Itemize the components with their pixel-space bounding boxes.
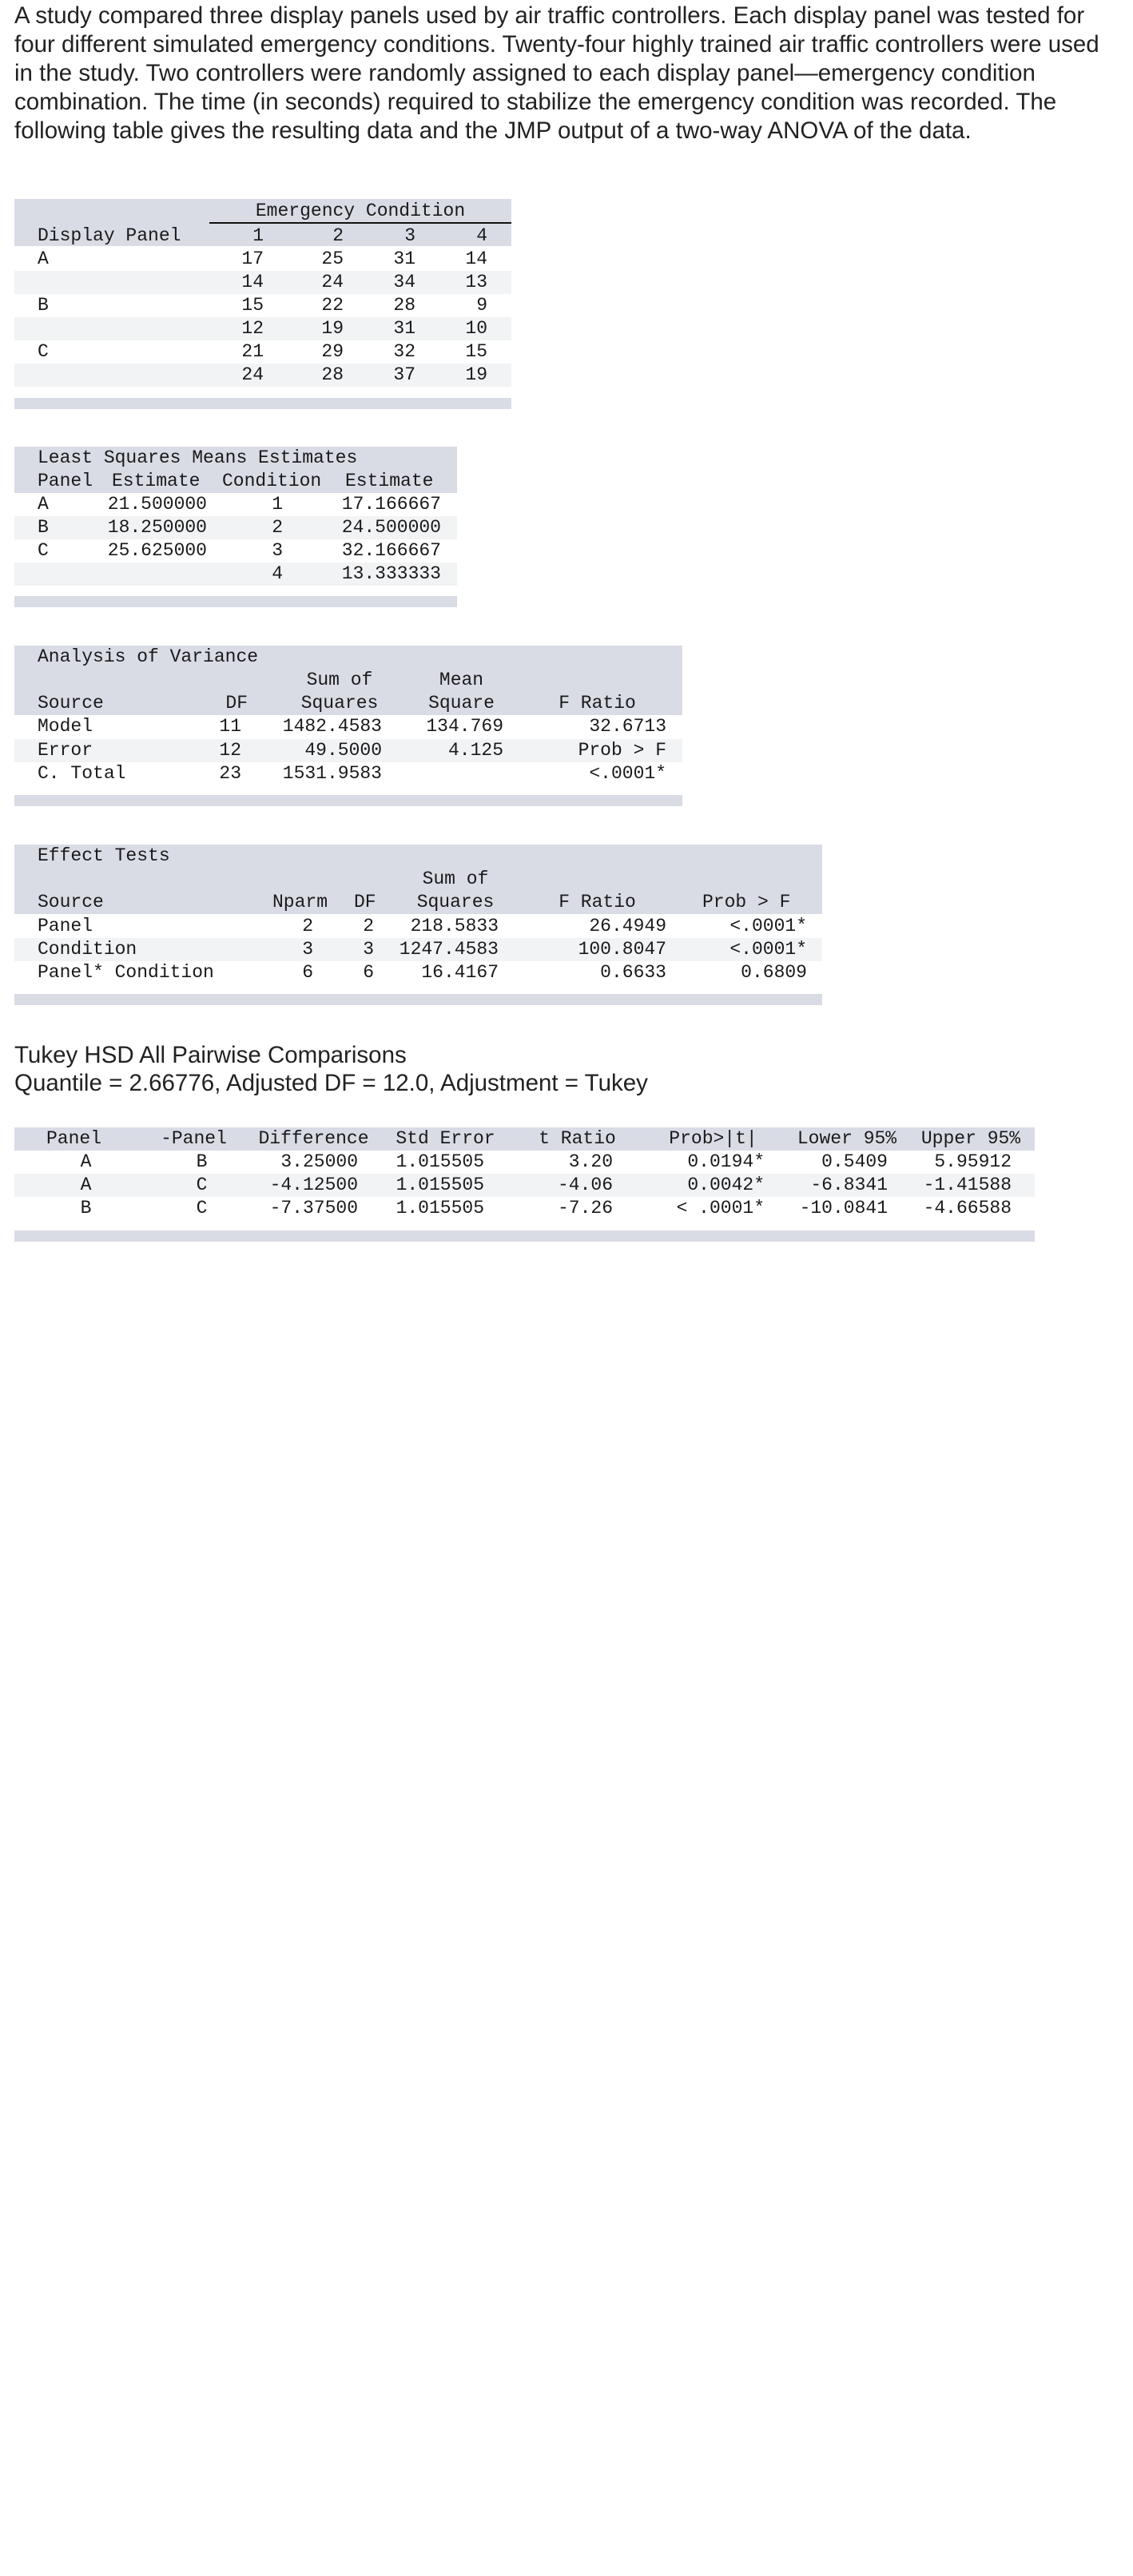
ss-cell: 218.5833 [410, 916, 499, 936]
table-cell: 13 [465, 272, 487, 292]
table-cell: 15 [465, 341, 487, 362]
table-cell: 22 [321, 295, 344, 316]
table-cell: 34 [393, 272, 415, 292]
table-cell: 31 [393, 318, 415, 339]
panel-label: C [38, 540, 49, 561]
panel-label: A [38, 248, 49, 269]
p-cell: <.0001* [729, 939, 807, 960]
ms-cell: 4.125 [447, 740, 503, 761]
p-cell: <.0001* [729, 916, 807, 936]
panel-estimate [80, 563, 207, 586]
table-cell: 10 [465, 318, 487, 339]
ss-cell: 49.5000 [304, 740, 382, 761]
table-cell: 24 [241, 364, 264, 385]
minus-panel-cell: B [196, 1151, 208, 1172]
t-ratio-cell: -7.26 [557, 1198, 613, 1218]
p-value-cell: 0.0194* [687, 1151, 765, 1172]
table-cell: 25 [321, 248, 344, 269]
lower-95-cell: 0.5409 [821, 1151, 888, 1172]
nparm-cell: 3 [302, 939, 313, 960]
table-cell: 37 [393, 364, 415, 385]
condition-estimate: 17.166667 [341, 494, 441, 515]
column-header: Std Error [396, 1128, 495, 1149]
row-header: Display Panel [38, 225, 181, 246]
ss-cell: 1247.4583 [399, 939, 499, 960]
ss-cell: 1531.9583 [282, 763, 382, 784]
group-header: Emergency Condition [255, 201, 466, 221]
column-header: Sum of [422, 869, 489, 889]
f-cell: 100.8047 [578, 939, 666, 960]
column-header: Estimate [345, 471, 434, 491]
source-label: Model [38, 716, 93, 737]
section-title: Effect Tests [38, 845, 170, 866]
table-cell: 19 [465, 364, 487, 385]
minus-panel-cell: C [196, 1175, 208, 1195]
column-header: Mean [439, 670, 484, 690]
table-cell: 32 [393, 341, 415, 362]
std-error-cell: 1.015505 [396, 1198, 484, 1218]
problem-statement: A study compared three display panels used by air traffic controllers. Each display panel was tested for four different simulated emergency conditions. Twenty-four highly trained air traffic controllers were used in the study. Two controllers were randomly assigned to each display panel—emergency condition combination. The time (in seconds) required to stabilize the emergency condition was recorded. The following table gives the resulting data and the JMP output of a two-way ANOVA of the data. [14, 2, 1099, 144]
table-cell: 12 [241, 318, 264, 339]
column-header: Estimate [112, 471, 201, 491]
table-cell: 15 [241, 295, 264, 316]
column-header: Panel [46, 1128, 101, 1149]
difference-cell: -4.12500 [269, 1175, 358, 1195]
section-title: Analysis of Variance [38, 646, 259, 667]
column-header: t Ratio [539, 1128, 616, 1149]
lower-95-cell: -10.0841 [799, 1198, 888, 1218]
column-header: Upper 95% [920, 1128, 1021, 1149]
condition-estimate: 32.166667 [341, 540, 441, 561]
source-label: Panel* Condition [38, 962, 214, 983]
panel-label: B [38, 517, 49, 538]
table-cell: 28 [393, 295, 415, 316]
column-header: -Panel [161, 1128, 227, 1149]
upper-95-cell: 5.95912 [934, 1151, 1012, 1172]
panel-label: C [38, 341, 49, 362]
column-header: Panel [38, 471, 93, 491]
column-header: Nparm [272, 892, 328, 912]
tukey-subtitle: Quantile = 2.66776, Adjusted DF = 12.0, Adjustment = Tukey [14, 1070, 648, 1096]
std-error-cell: 1.015505 [396, 1151, 484, 1172]
p-cell: 0.6809 [741, 962, 807, 983]
panel-estimate: 21.500000 [107, 494, 207, 515]
upper-95-cell: -4.66588 [923, 1198, 1012, 1218]
condition-header: 2 [332, 225, 344, 246]
panel-cell: B [80, 1198, 92, 1218]
f-cell: 32.6713 [589, 716, 666, 737]
panel-label: A [38, 494, 49, 515]
f-cell: 26.4949 [589, 916, 666, 936]
column-header: F Ratio [559, 892, 636, 912]
ms-cell: 134.769 [426, 716, 503, 737]
condition-header: 4 [476, 225, 487, 246]
df-cell: 23 [219, 763, 241, 784]
column-header: Square [428, 693, 495, 714]
table-cell: 19 [321, 318, 344, 339]
table-footer-bar [14, 994, 822, 1005]
upper-95-cell: -1.41588 [923, 1175, 1012, 1195]
f-cell: <.0001* [589, 763, 666, 784]
ss-cell: 1482.4583 [282, 716, 382, 737]
condition-estimate: 24.500000 [341, 517, 441, 538]
df-cell: 12 [219, 740, 241, 761]
difference-cell: 3.25000 [280, 1151, 358, 1172]
lower-95-cell: -6.8341 [810, 1175, 888, 1195]
condition-label: 3 [272, 540, 283, 561]
tukey-title: Tukey HSD All Pairwise Comparisons [14, 1042, 407, 1068]
column-header: DF [225, 693, 248, 714]
column-header: Prob > F [702, 892, 791, 912]
ss-cell: 16.4167 [421, 962, 499, 983]
table-cell: 28 [321, 364, 344, 385]
table-cell: 9 [476, 295, 487, 316]
section-title: Least Squares Means Estimates [38, 447, 358, 468]
condition-label: 4 [272, 563, 283, 584]
column-header: Sum of [306, 670, 373, 690]
header-rule [209, 222, 511, 224]
source-label: Panel [38, 916, 93, 936]
table-footer-bar [14, 398, 511, 409]
column-header: Prob>|t| [669, 1128, 757, 1149]
condition-header: 3 [404, 225, 415, 246]
df-cell: 6 [363, 962, 374, 983]
p-value-cell: < .0001* [676, 1198, 765, 1218]
panel-cell: A [80, 1151, 92, 1172]
condition-header: 1 [252, 225, 264, 246]
table-footer-bar [14, 795, 682, 806]
column-header: DF [354, 892, 376, 912]
f-cell: Prob > F [578, 740, 666, 761]
table-cell: 31 [393, 248, 415, 269]
table-cell: 21 [241, 341, 264, 362]
f-cell: 0.6633 [600, 962, 666, 983]
table-cell: 17 [241, 248, 264, 269]
df-cell: 11 [219, 716, 241, 737]
source-label: Error [38, 740, 93, 761]
column-header: F Ratio [559, 693, 636, 714]
column-header: Lower 95% [797, 1128, 897, 1149]
condition-estimate: 13.333333 [341, 563, 441, 584]
difference-cell: -7.37500 [269, 1198, 358, 1218]
condition-label: 1 [272, 494, 283, 515]
table-cell: 29 [321, 341, 344, 362]
column-header: Source [38, 693, 104, 714]
minus-panel-cell: C [196, 1198, 208, 1218]
condition-label: 2 [272, 517, 283, 538]
nparm-cell: 2 [302, 916, 313, 936]
source-label: C. Total [38, 763, 126, 784]
source-label: Condition [38, 939, 137, 960]
df-cell: 3 [363, 939, 374, 960]
std-error-cell: 1.015505 [396, 1175, 484, 1195]
table-cell: 14 [465, 248, 487, 269]
panel-estimate: 18.250000 [107, 517, 207, 538]
t-ratio-cell: 3.20 [568, 1151, 613, 1172]
df-cell: 2 [363, 916, 374, 936]
column-header: Squares [416, 892, 495, 912]
table-footer-bar [14, 1230, 1035, 1242]
ms-cell [400, 762, 503, 785]
column-header: Squares [300, 693, 379, 714]
panel-label: B [38, 295, 49, 316]
panel-cell: A [80, 1175, 92, 1195]
column-header: Difference [258, 1128, 369, 1149]
table-footer-bar [14, 596, 457, 607]
t-ratio-cell: -4.06 [557, 1175, 613, 1195]
nparm-cell: 6 [302, 962, 313, 983]
table-cell: 24 [321, 272, 344, 292]
panel-estimate: 25.625000 [107, 540, 207, 561]
table-cell: 14 [241, 272, 264, 292]
column-header: Source [38, 892, 104, 912]
column-header: Condition [222, 471, 322, 491]
p-value-cell: 0.0042* [687, 1175, 765, 1195]
